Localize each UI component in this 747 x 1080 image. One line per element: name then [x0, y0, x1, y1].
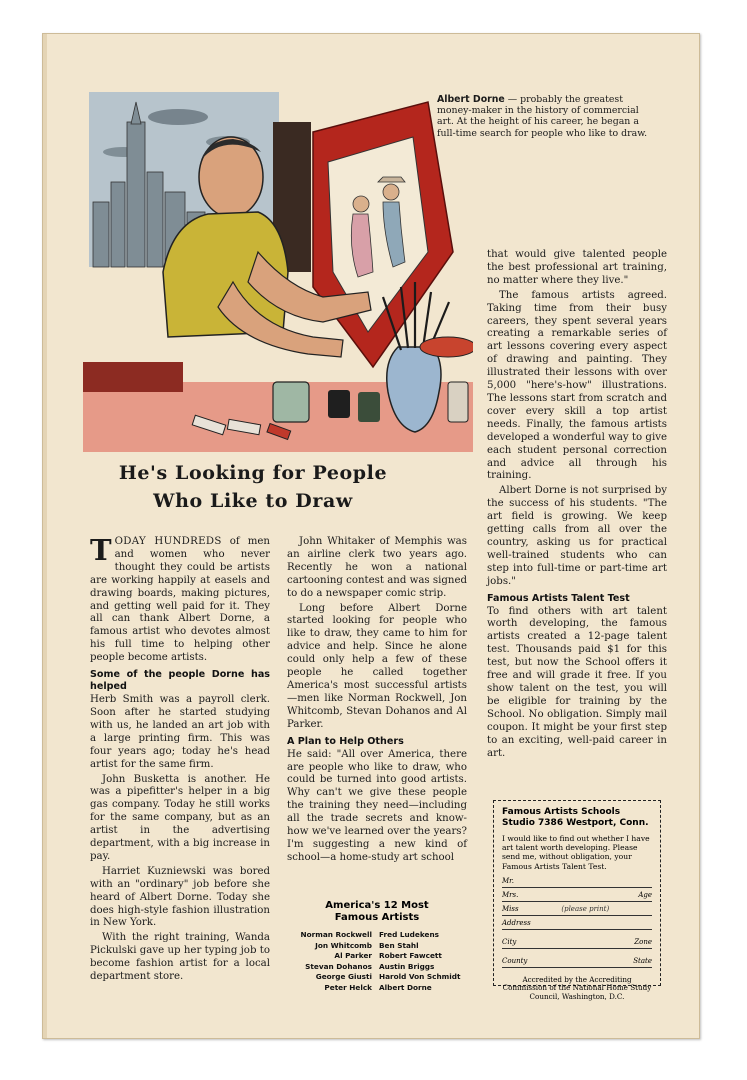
- coupon-field-mr[interactable]: [502, 877, 652, 888]
- field-label: State: [633, 956, 652, 965]
- coupon-field-address[interactable]: [502, 919, 652, 930]
- paragraph: With the right training, Wanda Pickulski gave up her typing job to become fashion artist for a local department store.: [90, 932, 270, 983]
- paragraph: Herb Smith was a payroll clerk. Soon after he started studying with us, he landed an art job with a large printing firm. This was four years ago; today he's head artist for the same firm.: [90, 694, 270, 770]
- field-label: Mr.: [502, 876, 514, 885]
- coupon-title-2: Studio 7386 Westport, Conn.: [502, 818, 649, 828]
- coupon-body: I would like to find out whether I have art talent worth developing. Please send me, without obligation, your Famous Artists Talent Test.: [502, 834, 650, 871]
- famous-artists-list: [287, 900, 467, 993]
- drop-cap: T: [90, 533, 112, 567]
- coupon-field-mrs[interactable]: [502, 891, 652, 902]
- headline-line-1: He's Looking for People: [118, 462, 388, 484]
- artist-name: Jon Whitcomb: [315, 940, 372, 950]
- paragraph: that would give talented people the best professional art training, no matter where they live.": [487, 249, 667, 286]
- artist-name: Ben Stahl: [379, 940, 419, 950]
- artist-name: Albert Dorne: [379, 982, 432, 992]
- illustration-caption: [437, 94, 651, 139]
- magazine-page: [42, 33, 700, 1039]
- page-spine: [43, 34, 47, 1038]
- coupon-field-miss[interactable]: [502, 905, 652, 916]
- coupon-title-1: Famous Artists Schools: [502, 807, 621, 817]
- artist-name: George Giusti: [315, 972, 372, 981]
- subhead-people-helped: Some of the people Dorne has helped: [90, 669, 270, 693]
- list-title-2: Famous Artists: [334, 912, 420, 923]
- caption-name: Albert Dorne: [437, 94, 505, 105]
- field-label: Address: [502, 918, 531, 927]
- coupon-accreditation: Accredited by the Accrediting Commission of the National Home Study Council, Washington, D.C.: [502, 974, 652, 1001]
- artist-name: Peter Helck: [324, 982, 372, 992]
- artist-name: Robert Fawcett: [379, 951, 442, 960]
- field-label: City: [502, 937, 517, 946]
- artist-name: Norman Rockwell: [300, 930, 372, 939]
- artists-table: [287, 930, 467, 993]
- paint-jar: [273, 382, 309, 422]
- print-note: (please print): [561, 904, 610, 913]
- field-label: Mrs.: [502, 890, 519, 899]
- artist-name: Austin Briggs: [379, 961, 435, 971]
- artist-illustration: [83, 82, 473, 452]
- subhead-plan: A Plan to Help Others: [287, 735, 404, 747]
- lead-caps: ODAY HUNDREDS: [114, 536, 222, 547]
- mail-coupon[interactable]: [493, 800, 661, 1001]
- headline-line-2: Who Like to Draw: [153, 490, 353, 512]
- article-column-3: [487, 249, 667, 762]
- field-label: Miss: [502, 904, 519, 913]
- artist-name: Harold Von Schmidt: [379, 972, 461, 981]
- headline: [43, 459, 463, 515]
- article-column-1: [90, 533, 270, 986]
- paragraph: John Whitaker of Memphis was an airline clerk two years ago. Recently he won a national cartooning contest and was signed to do a newspaper comic strip.: [287, 536, 468, 599]
- field-label: Age: [638, 890, 652, 899]
- list-title-1: America's 12 Most: [325, 900, 429, 911]
- subhead-talent-test: Famous Artists Talent Test: [487, 592, 630, 604]
- caption-text: — probably the greatest money-maker in the history of commercial art. At the height of his career, he began a full-time search for people who like to draw.: [437, 94, 648, 139]
- paragraph: Harriet Kuzniewski was bored with an "ordinary" job before she heard of Albert Dorne. Today she does high-style fashion illustration in New York.: [90, 865, 270, 929]
- artist-name: Stevan Dohanos: [305, 961, 372, 971]
- field-label: Zone: [634, 937, 652, 946]
- paragraph: He said: "All over America, there are people who like to draw, who could be turned into good artists. Why can't we give these people the training they need—including all the trade secrets and know-how we've learned over the years? I'm suggesting a new kind of school—a home-study art school: [287, 748, 467, 863]
- intro-paragraph: of men and women who never thought they could be artists are working happily at easels and drawing boards, making pictures, and getting well paid for it. They all can thank Albert Dorne, a famous artist who devotes almost his full time to helping other people become artists.: [90, 536, 270, 664]
- paragraph: To find others with art talent worth developing, the famous artists created a 12-page talent test. Thousands paid $1 for this test, but now the School offers it free and will grade it free. If you show talent on the test, you will be eligible for training by the School. No obligation. Simply mail coupon. It might be your first step to an exciting, well-paid career in art.: [487, 605, 667, 759]
- artist-name: Fred Ludekens: [379, 930, 439, 939]
- artist-name: Al Parker: [334, 951, 372, 960]
- field-label: County: [502, 956, 528, 965]
- coupon-field-county[interactable]: [502, 957, 652, 968]
- paragraph: John Busketta is another. He was a pipefitter's helper in a big gas company. Today he still works for the same company, but as an artist in the advertising department, with a big increase in pay.: [90, 773, 270, 862]
- paragraph: The famous artists agreed. Taking time from their busy careers, they spent several years creating a remarkable series of art lessons covering every aspect of drawing and painting. They illustrated their lessons with over 5,000 "here's-how" illustrations. The lessons start from scratch and cover every skill a top artist needs. Finally, the famous artists developed a wonderful way to give each student personal correction and advice all through his training.: [487, 289, 667, 482]
- paragraph: Long before Albert Dorne started looking for people who like to draw, they came to him for advice and help. Since he alone could only help a few of these people he called together America's most successful artists—men like Norman Rockwell, Jon Whitcomb, Stevan Dohanos and Al Parker.: [287, 602, 467, 730]
- paragraph: Albert Dorne is not surprised by the success of his students. "The art field is growing. We keep getting calls from all over the country, asking us for practical well-trained students who can step into full-time or part-time art jobs.": [487, 485, 667, 587]
- coupon-field-city[interactable]: [502, 938, 652, 949]
- article-column-2: [287, 536, 467, 867]
